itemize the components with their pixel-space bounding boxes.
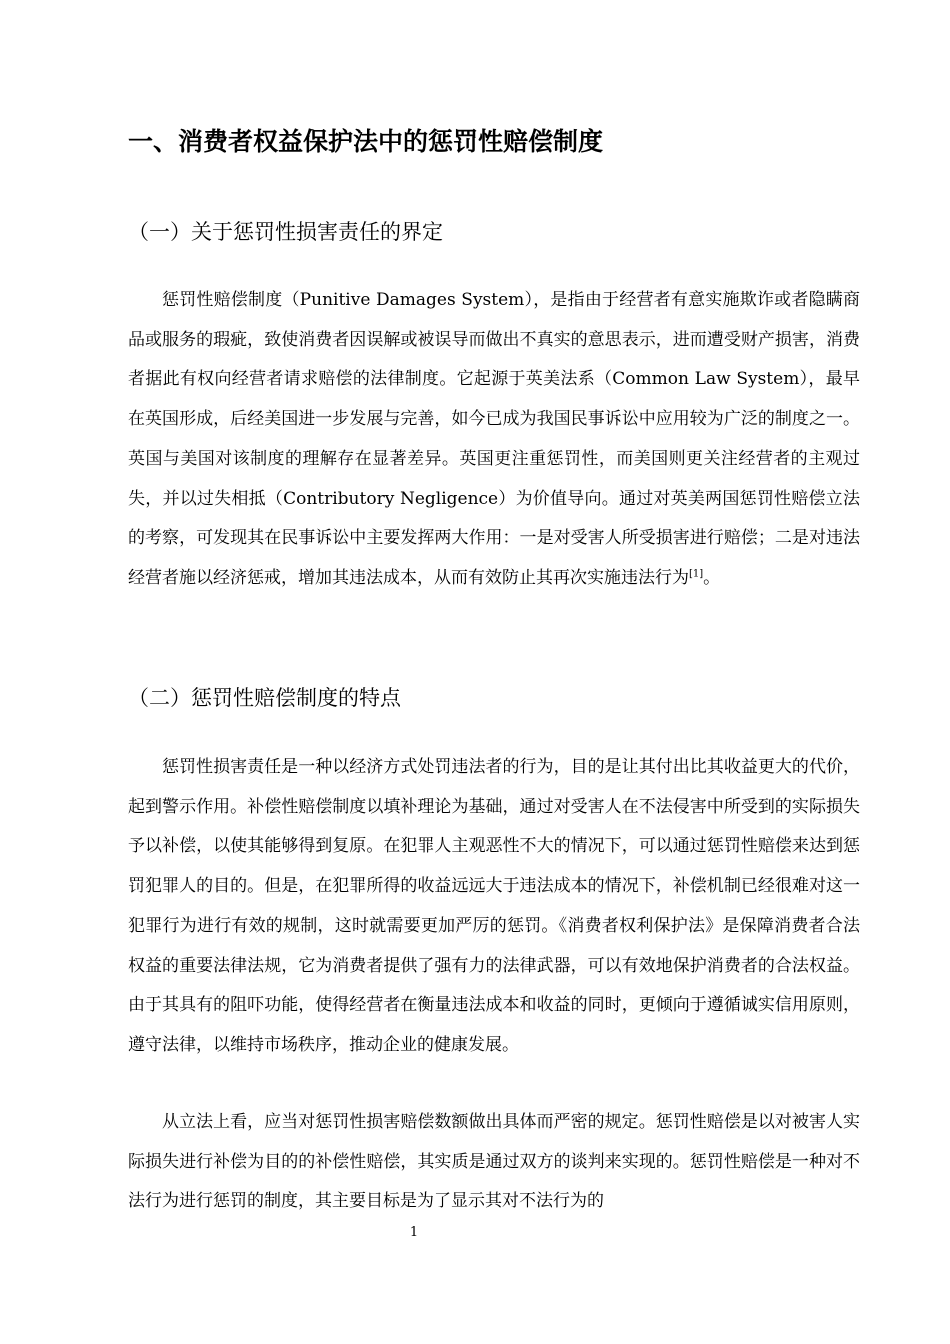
paragraph-definition <box>128 281 860 599</box>
paragraph-features-1: 惩罚性损害责任是一种以经济方式处罚违法者的行为，目的是让其付出比其收益更大的代价，起到警示作用。补偿性赔偿制度以填补理论为基础，通过对受害人在不法侵害中所受到的实际损失予以补偿，以使其能够得到复原。在犯罪人主观恶性不大的情况下，可以通过惩罚性赔偿来达到惩罚犯罪人的目的。但是，在犯罪所得的收益远远大于违法成本的情况下，补偿机制已经很难对这一犯罪行为进行有效的规制，这时就需要更加严厉的惩罚。《消费者权利保护法》是保障消费者合法权益的重要法律法规，它为消费者提供了强有力的法律武器，可以有效地保护消费者的合法权益。由于其具有的阻吓功能，使得经营者在衡量违法成本和收益的同时，更倾向于遵循诚实信用原则，遵守法律，以维持市场秩序，推动企业的健康发展。 <box>128 757 860 1055</box>
paragraph-features-2: 从立法上看，应当对惩罚性损害赔偿数额做出具体而严密的规定。惩罚性赔偿是以对被害人实际损失进行补偿为目的的补偿性赔偿，其实质是通过双方的谈判来实现的。惩罚性赔偿是一种对不法行为进行惩罚的制度，其主要目标是为了显示其对不法行为的 <box>128 1112 860 1212</box>
citation-reference[interactable]: [1] <box>689 568 704 580</box>
page-title: 一、消费者权益保护法中的惩罚性赔偿制度 <box>128 127 604 156</box>
section-heading-definition: （一）关于惩罚性损害责任的界定 <box>128 220 443 244</box>
paragraph-ending: 。 <box>703 567 721 588</box>
section-heading-features: （二）惩罚性赔偿制度的特点 <box>128 686 401 710</box>
paragraph-text: 惩罚性赔偿制度（Punitive Damages System），是指由于经营者有意实施欺诈或者隐瞒商品或服务的瑕疵，致使消费者因误解或被误导而做出不真实的意思表示，进而遭受财产损害，消费者据此有权向经营者请求赔偿的法律制度。它起源于英美法系（Common Law System），最早在英国形成，后经美国进一步发展与完善，如今已成为我国民事诉讼中应用较为广泛的制度之一。英国与美国对该制度的理解存在显著差异。英国更注重惩罚性，而美国则更关注经营者的主观过失，并以过失相抵（Contributory Negligence）为价值导向。通过对英美两国惩罚性赔偿立法的考察，可发现其在民事诉讼中主要发挥两大作用：一是对受害人所受损害进行赔偿；二是对违法经营者施以经济惩戒，增加其违法成本，从而有效防止其再次实施违法行为 <box>128 290 860 588</box>
page-number: 1 <box>409 1225 419 1240</box>
